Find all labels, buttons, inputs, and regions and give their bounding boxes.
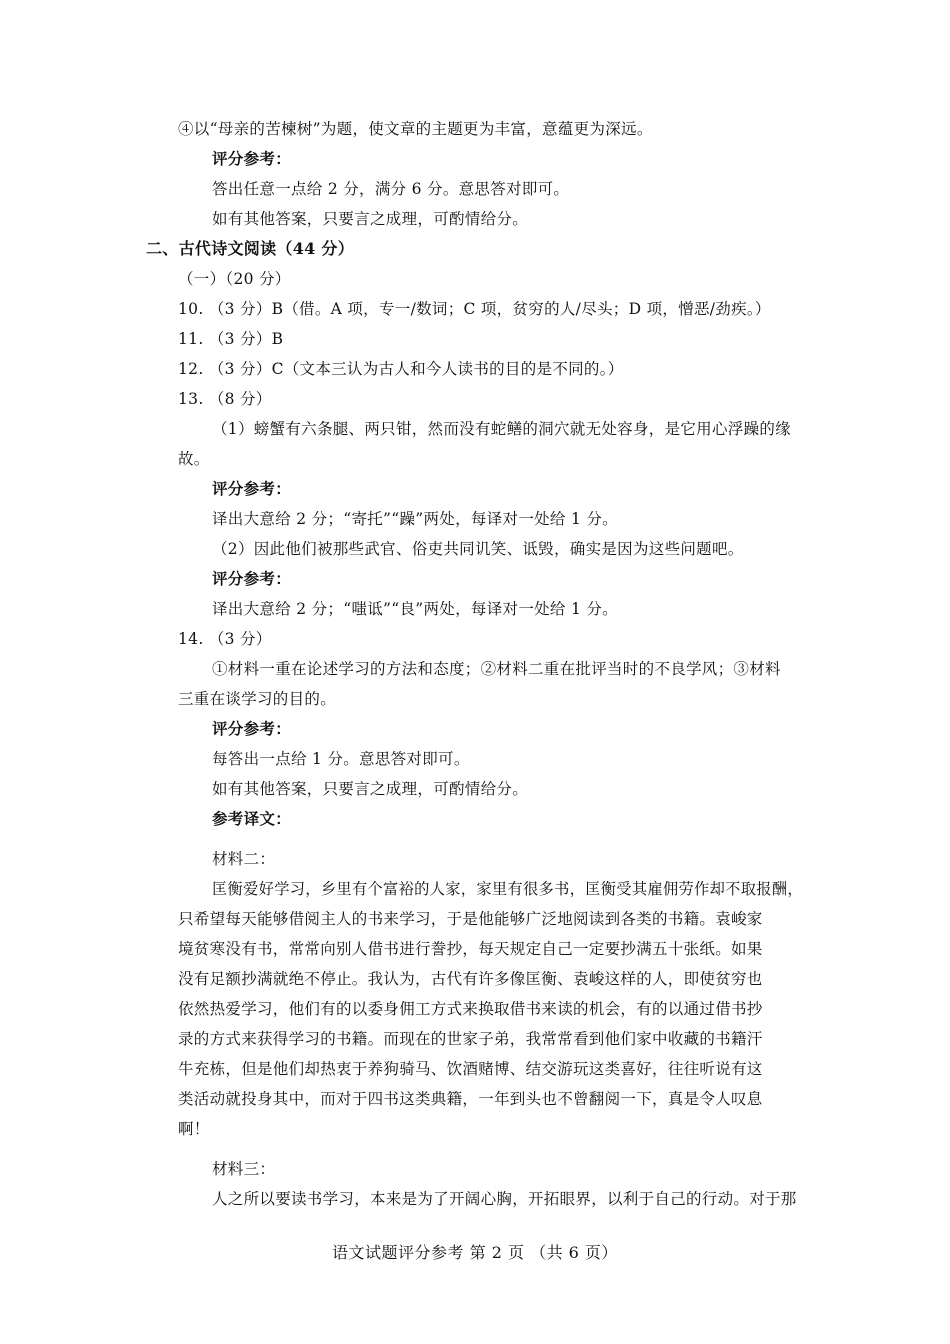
section-heading: 二、古代诗文阅读（44 分） [146, 239, 355, 258]
answer-q10: 10. （3 分）B（借。A 项，专一/数词；C 项，贫穷的人/尽头；D 项，憎恶/劲疾。） [178, 300, 771, 318]
material-2-line: 没有足额抄满就绝不停止。我认为，古代有许多像匡衡、袁峻这样的人，即使贫穷也 [178, 970, 763, 988]
scoring-reference-heading: 评分参考： [212, 149, 292, 168]
scoring-note: 如有其他答案，只要言之成理，可酌情给分。 [212, 210, 529, 228]
scoring-note: 如有其他答案，只要言之成理，可酌情给分。 [212, 780, 529, 798]
answer-q14: 14. （3 分） [178, 630, 272, 648]
answer-q13-part2: （2）因此他们被那些武官、俗吏共同讥笑、诋毁，确实是因为这些问题吧。 [212, 540, 744, 558]
answer-q13: 13. （8 分） [178, 390, 272, 408]
scoring-reference-heading: 评分参考： [212, 569, 292, 588]
material-2-line: 类活动就投身其中，而对于四书这类典籍，一年到头也不曾翻阅一下，真是令人叹息 [178, 1090, 763, 1108]
answer-q13-part1: （1）螃蟹有六条腿、两只钳，然而没有蛇鳝的洞穴就无处容身，是它用心浮躁的缘 [212, 420, 791, 438]
scoring-note: 译出大意给 2 分；“嗤诋”“良”两处，每译对一处给 1 分。 [212, 600, 618, 618]
material-2-heading: 材料二： [212, 850, 276, 868]
answer-point-4: ④以“母亲的苦楝树”为题，使文章的主题更为丰富，意蕴更为深远。 [178, 120, 653, 138]
answer-q14-text-cont: 三重在谈学习的目的。 [178, 690, 337, 708]
answer-q14-text: ①材料一重在论述学习的方法和态度；②材料二重在批评当时的不良学风；③材料 [212, 660, 781, 678]
material-2-line: 啊！ [178, 1120, 210, 1138]
answer-q11: 11. （3 分）B [178, 330, 284, 348]
scoring-reference-heading: 评分参考： [212, 479, 292, 498]
scoring-reference-heading: 评分参考： [212, 719, 292, 738]
scoring-note: 译出大意给 2 分；“寄托”“躁”两处，每译对一处给 1 分。 [212, 510, 618, 528]
scoring-note: 每答出一点给 1 分。意思答对即可。 [212, 750, 470, 768]
material-2-line: 只希望每天能够借阅主人的书来学习，于是他能够广泛地阅读到各类的书籍。袁峻家 [178, 910, 763, 928]
material-2-line: 录的方式来获得学习的书籍。而现在的世家子弟，我常常看到他们家中收藏的书籍汗 [178, 1030, 763, 1048]
scoring-note: 答出任意一点给 2 分，满分 6 分。意思答对即可。 [212, 180, 570, 198]
material-2-line: 依然热爱学习，他们有的以委身佣工方式来换取借书来读的机会，有的以通过借书抄 [178, 1000, 763, 1018]
answer-q13-part1-cont: 故。 [178, 450, 210, 468]
material-3-line: 人之所以要读书学习，本来是为了开阔心胸，开拓眼界，以利于自己的行动。对于那 [212, 1190, 797, 1208]
subsection-heading: （一）（20 分） [178, 270, 291, 288]
answer-q12: 12. （3 分）C（文本三认为古人和今人读书的目的是不同的。） [178, 360, 624, 378]
material-2-line: 匡衡爱好学习，乡里有个富裕的人家，家里有很多书，匡衡受其雇佣劳作却不取报酬， [212, 880, 803, 898]
material-2-line: 牛充栋，但是他们却热衷于养狗骑马、饮酒赌博、结交游玩这类喜好，往往听说有这 [178, 1060, 763, 1078]
page-footer: 语文试题评分参考 第 2 页 （共 6 页） [332, 1243, 618, 1262]
material-3-heading: 材料三： [212, 1160, 276, 1178]
material-2-line: 境贫寒没有书，常常向别人借书进行誊抄，每天规定自己一定要抄满五十张纸。如果 [178, 940, 763, 958]
translation-heading: 参考译文： [212, 809, 292, 828]
